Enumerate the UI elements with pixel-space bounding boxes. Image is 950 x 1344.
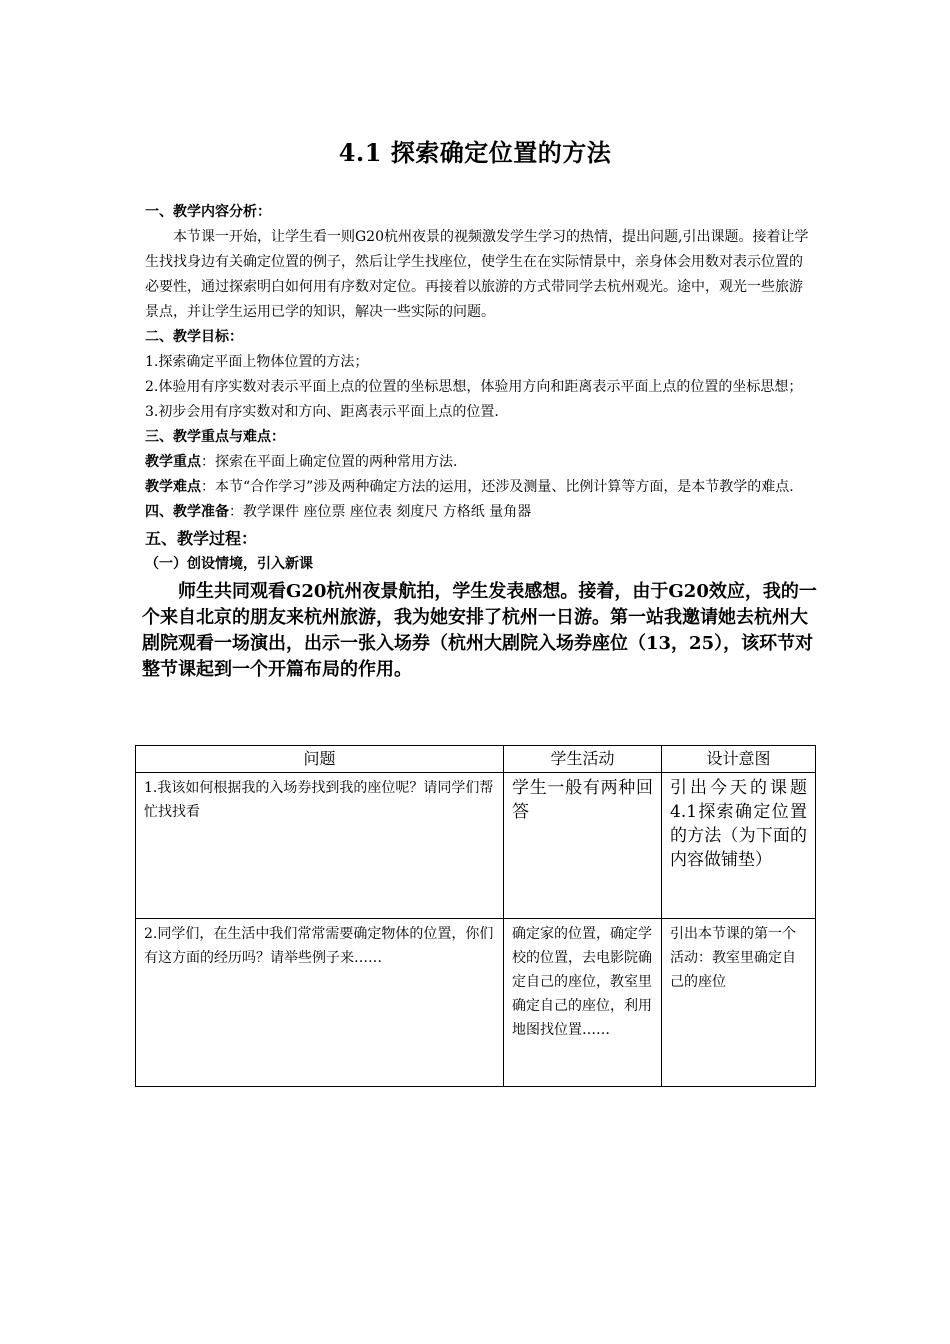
key-point-label: 教学重点 bbox=[145, 454, 201, 470]
intent-cell: 引出本节课的第一个活动：教室里确定自己的座位 bbox=[662, 919, 816, 1087]
document-body bbox=[142, 200, 817, 683]
table-header-row bbox=[136, 746, 816, 773]
table-row bbox=[136, 773, 816, 919]
objective-item: 3.初步会用有序实数对和方向、距离表示平面上点的位置. bbox=[145, 404, 499, 420]
section-4-heading: 四、教学准备 bbox=[145, 504, 229, 520]
page-title: 4.1 探索确定位置的方法 bbox=[338, 138, 612, 167]
objective-item: 2.体验用有序实数对表示平面上点的位置的坐标思想，体验用方向和距离表示平面上点的位置的坐标思想； bbox=[145, 379, 803, 395]
section-1-body: 本节课一开始，让学生看一则G20杭州夜景的视频激发学生学习的热情，提出问题,引出课题。接着让学生找找身边有关确定位置的例子，然后让学生找座位，使学生在在实际情景中，亲身体会用数对表示位置的必要性，通过探索明白如何用有序数对定位。再接着以旅游的方式带同学去杭州观光。途中，观光一些旅游景点，并让学生运用已学的知识，解决一些实际的问题。 bbox=[145, 229, 809, 320]
intent-cell: 引出今天的课题4.1探索确定位置的方法（为下面的内容做铺垫） bbox=[662, 773, 816, 919]
activity-cell: 确定家的位置，确定学校的位置，去电影院确定自己的座位，教室里确定自己的座位，利用地图找位置…… bbox=[504, 919, 662, 1087]
section-4-text: ：教学课件 座位票 座位表 刻度尺 方格纸 量角器 bbox=[229, 504, 532, 520]
section-3-heading: 三、教学重点与难点： bbox=[145, 429, 285, 445]
key-point bbox=[145, 450, 815, 475]
table-row bbox=[136, 919, 816, 1087]
question-cell: 1.我该如何根据我的入场券找到我的座位呢？请同学们帮忙找找看 bbox=[136, 773, 504, 919]
difficult-point-label: 教学难点 bbox=[145, 479, 201, 495]
key-point-text: ：探索在平面上确定位置的两种常用方法. bbox=[201, 454, 458, 470]
section-4 bbox=[145, 500, 815, 525]
process-table bbox=[135, 745, 816, 1087]
section-5-heading: 五、教学过程： bbox=[145, 529, 258, 548]
objective-item: 1.探索确定平面上物体位置的方法； bbox=[145, 354, 369, 370]
section-2-heading: 二、教学目标： bbox=[145, 329, 243, 345]
question-cell: 2.同学们，在生活中我们常常需要确定物体的位置，你们有这方面的经历吗？请举些例子来…… bbox=[136, 919, 504, 1087]
header-intent: 设计意图 bbox=[662, 746, 816, 773]
header-question: 问题 bbox=[136, 746, 504, 773]
activity-cell: 学生一般有两种回答 bbox=[504, 773, 662, 919]
header-activity: 学生活动 bbox=[504, 746, 662, 773]
subsection-heading: （一）创设情境，引入新课 bbox=[145, 556, 313, 572]
section-1-heading: 一、教学内容分析： bbox=[145, 204, 271, 220]
difficult-point bbox=[145, 475, 815, 500]
difficult-point-text: ：本节“合作学习”涉及两种确定方法的运用，还涉及测量、比例计算等方面，是本节教学的难点. bbox=[201, 479, 794, 495]
intro-paragraph: 师生共同观看G20杭州夜景航拍，学生发表感想。接着，由于G20效应，我的一个来自北京的朋友来杭州旅游，我为她安排了杭州一日游。第一站我邀请她去杭州大剧院观看一场演出，出示一张入场券（杭州大剧院入场券座位（13，25），该环节对整节课起到一个开篇布局的作用。 bbox=[142, 581, 817, 680]
